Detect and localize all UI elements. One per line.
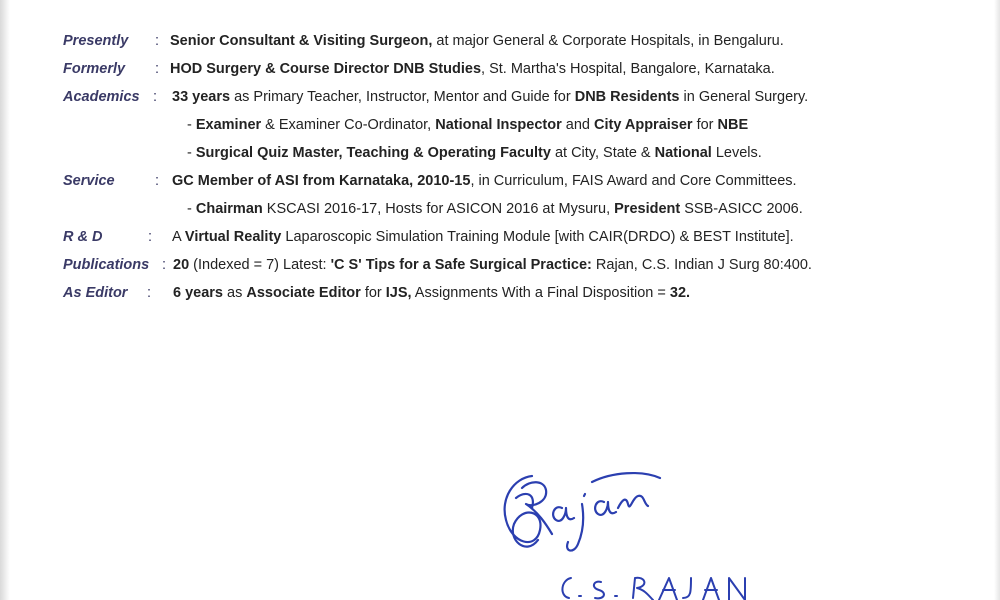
entry-colon: : <box>153 89 158 105</box>
entry-row <box>0 89 1000 115</box>
bold-fragment: NBE <box>717 117 749 133</box>
bold-fragment: 33 years <box>172 89 231 105</box>
text-fragment: - <box>187 117 196 133</box>
entry-text <box>170 33 784 49</box>
entry-row <box>0 145 1000 171</box>
entry-row <box>0 173 1000 199</box>
bold-fragment: 20 <box>173 257 190 273</box>
entry-text <box>172 89 808 105</box>
entry-row <box>0 33 1000 59</box>
entry-colon: : <box>155 173 160 189</box>
entry-label: Publications <box>63 257 150 273</box>
bold-fragment: President <box>614 201 681 217</box>
entry-subline <box>187 145 762 161</box>
entry-label: R & D <box>63 229 103 245</box>
entry-label: Service <box>63 173 115 189</box>
bold-fragment: 6 years <box>173 285 223 301</box>
text-fragment: for <box>360 285 386 301</box>
entry-text <box>170 61 775 77</box>
bold-fragment: National Inspector <box>435 117 562 133</box>
entry-colon: : <box>147 285 152 301</box>
entry-subline <box>187 117 748 133</box>
text-fragment: A <box>172 229 185 245</box>
text-fragment: Rajan, C.S. Indian J Surg 80:400. <box>591 257 812 273</box>
text-fragment: in General Surgery. <box>679 89 809 105</box>
text-fragment: Assignments With a Final Disposition = <box>411 285 670 301</box>
text-fragment: SSB-ASICC 2006. <box>680 201 803 217</box>
bold-fragment: HOD Surgery & Course Director DNB Studies <box>170 61 482 77</box>
entry-label: Presently <box>63 33 129 49</box>
bold-fragment: Surgical Quiz Master, Teaching & Operating Faculty <box>195 145 551 161</box>
signature-image <box>492 468 667 560</box>
entry-row <box>0 229 1000 255</box>
entry-text <box>172 173 797 189</box>
entry-row <box>0 285 1000 311</box>
text-fragment: & Examiner Co-Ordinator, <box>261 117 436 133</box>
bold-fragment: IJS, <box>385 285 412 301</box>
entry-row <box>0 257 1000 283</box>
text-fragment: as Primary Teacher, Instructor, Mentor and Guide for <box>230 89 575 105</box>
entry-label: As Editor <box>63 285 128 301</box>
entry-label: Formerly <box>63 61 126 77</box>
bold-fragment: Virtual Reality <box>184 229 282 245</box>
entry-text <box>172 229 794 245</box>
bold-fragment: Examiner <box>195 117 262 133</box>
text-fragment: , in Curriculum, FAIS Award and Core Committees. <box>470 173 797 189</box>
text-fragment: - <box>187 201 196 217</box>
text-fragment: at City, State & <box>550 145 655 161</box>
bold-fragment: Associate Editor <box>246 285 361 301</box>
entry-subline <box>187 201 803 217</box>
entry-text <box>173 285 690 301</box>
entry-colon: : <box>162 257 167 273</box>
bold-fragment: 32. <box>669 285 691 301</box>
entry-colon: : <box>148 229 153 245</box>
entry-colon: : <box>155 61 160 77</box>
bold-fragment: GC Member of ASI from Karnataka, 2010-15 <box>172 173 471 189</box>
bold-fragment: City Appraiser <box>593 117 693 133</box>
entry-row <box>0 117 1000 143</box>
bold-fragment: National <box>654 145 712 161</box>
text-fragment: - <box>187 145 196 161</box>
entry-colon: : <box>155 33 160 49</box>
text-fragment: Levels. <box>711 145 762 161</box>
signature-name-image <box>553 572 763 600</box>
text-fragment: , St. Martha's Hospital, Bangalore, Karnataka. <box>481 61 775 77</box>
entry-label: Academics <box>63 89 140 105</box>
text-fragment: for <box>692 117 718 133</box>
entry-text <box>173 257 812 273</box>
text-fragment: KSCASI 2016-17, Hosts for ASICON 2016 at Mysuru, <box>262 201 615 217</box>
text-fragment: at major General & Corporate Hospitals, in Bengaluru. <box>432 33 784 49</box>
bold-fragment: 'C S' Tips for a Safe Surgical Practice: <box>330 257 592 273</box>
text-fragment: Laparoscopic Simulation Training Module [with CAIR(DRDO) & BEST Institute]. <box>281 229 794 245</box>
bold-fragment: DNB Residents <box>574 89 680 105</box>
entry-row <box>0 201 1000 227</box>
bold-fragment: Chairman <box>195 201 263 217</box>
text-fragment: as <box>223 285 247 301</box>
text-fragment: and <box>561 117 594 133</box>
bold-fragment: Senior Consultant & Visiting Surgeon, <box>170 33 433 49</box>
text-fragment: (Indexed = 7) Latest: <box>189 257 331 273</box>
entry-row <box>0 61 1000 87</box>
